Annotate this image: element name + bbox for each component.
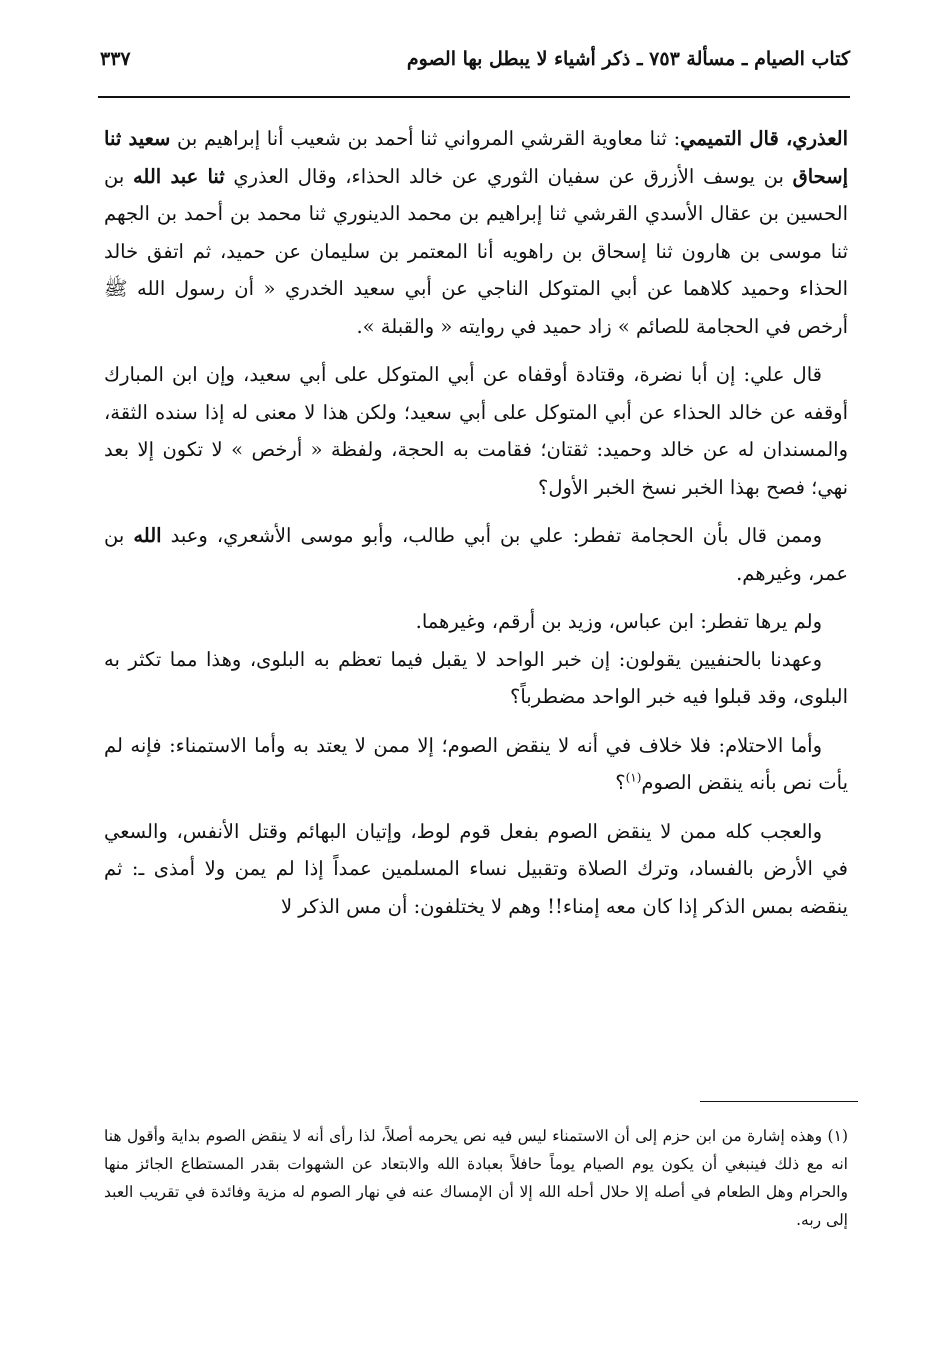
- paragraph-hanafi: وعهدنا بالحنفيين يقولون: إن خبر الواحد لا يقبل فيما تعظم به البلوى، وهذا مما تكثر به البلوى، وقد قبلوا فيه خبر الواحد مضطرباً؟: [104, 647, 848, 708]
- page-number: ٣٣٧: [100, 48, 131, 70]
- paragraph-isnad: [104, 120, 848, 345]
- main-text: [104, 120, 848, 936]
- header-divider: [98, 96, 850, 98]
- paragraph-hijama-opinions: [104, 517, 848, 592]
- header-title: كتاب الصيام ـ مسألة ٧٥٣ ـ ذكر أشياء لا يبطل بها الصوم: [406, 48, 850, 70]
- text-run: ؟: [615, 771, 626, 794]
- footnote-marker[interactable]: (١): [625, 770, 642, 785]
- text-run: وأما الاحتلام: فلا خلاف في أنه لا ينقض الصوم؛ إلا ممن لا يعتد به وأما الاستمناء: فإنه لم يأت نص بأنه ينقض الصوم: [104, 733, 848, 794]
- footnote-divider: [700, 1101, 858, 1102]
- paragraph-ihtilam: [104, 727, 848, 802]
- text-run: بن الحسين بن عقال الأسدي القرشي ثنا إبراهيم بن محمد الدينوري ثنا محمد بن أحمد بن الجهم ثنا موسى بن هارون ثنا إسحاق بن راهويه أنا المعتمر بن سليمان عن حميد، ثم اتفق خالد الحذاء وحميد كلاهما عن أبي المتوكل الناجي عن أبي سعيد الخدري « أن رسول الله ﷺ أرخص في الحجامة للصائم » زاد حميد في روايته « والقبلة ».: [104, 164, 848, 338]
- narrator-name: العذري، قال التميمي: [680, 127, 848, 150]
- text-run: بن عمر، وغيرهم.: [104, 524, 848, 585]
- narrator-name: ثنا عبد الله: [132, 164, 225, 188]
- text-run: : ثنا معاوية القرشي المرواني ثنا أحمد بن شعيب أنا إبراهيم بن: [170, 127, 681, 150]
- paragraph-non-breaking: ولم يرها تفطر: ابن عباس، وزيد بن أرقم، وغيرهما.: [415, 610, 822, 633]
- footnotes: [104, 1122, 848, 1234]
- narrator-name: سعيد ثنا إسحاق: [104, 127, 848, 188]
- footnote-1: (١) وهذه إشارة من ابن حزم إلى أن الاستمناء ليس فيه نص يحرمه أصلاً، لذا رأى أنه لا ينقض الصوم بداية وأقول هنا انه مع ذلك فينبغي أن يكون يوم الصيام يوماً حافلاً بعبادة الله والابتعاد عن الشهوات بقدر المستطاع الجائز منها والحرام وهل الطعام في أصله إلا حلال أحله الله إلا أن الإمساك عنه في نهار الصوم له مزية وفائدة في تقريب العبد إلى ربه.: [104, 1127, 848, 1229]
- text-run: وممن قال بأن الحجامة تفطر: علي بن أبي طالب، وأبو موسى الأشعري، وعبد: [161, 524, 822, 547]
- paragraph-astonishment: والعجب كله ممن لا ينقض الصوم بفعل قوم لوط، وإتيان البهائم وقتل الأنفس، والسعي في الأرض بالفساد، وترك الصلاة وتقبيل نساء المسلمين عمداً إذا لم يمن ولا أمذى ـ: ثم ينقضه بمس الذكر إذا كان معه إمناء!! وهم لا يختلفون: أن مس الذكر لا: [104, 819, 848, 918]
- running-header: [98, 44, 850, 84]
- divine-name: الله: [133, 524, 162, 547]
- text-run: بن يوسف الأزرق عن سفيان الثوري عن خالد الحذاء، وقال العذري: [224, 164, 793, 188]
- paragraph-ali-comment: قال علي: إن أبا نضرة، وقتادة أوقفاه عن أبي المتوكل على أبي سعيد، وإن ابن المبارك أوقفه عن خالد الحذاء عن أبي المتوكل على أبي سعيد؛ ولكن هذا لا معنى له إذا سنده الثقة، والمسندان له عن خالد وحميد: ثقتان؛ فقامت به الحجة، ولفظة « أرخص » لا تكون إلا بعد نهي؛ فصح بهذا الخبر نسخ الخبر الأول؟: [104, 363, 848, 499]
